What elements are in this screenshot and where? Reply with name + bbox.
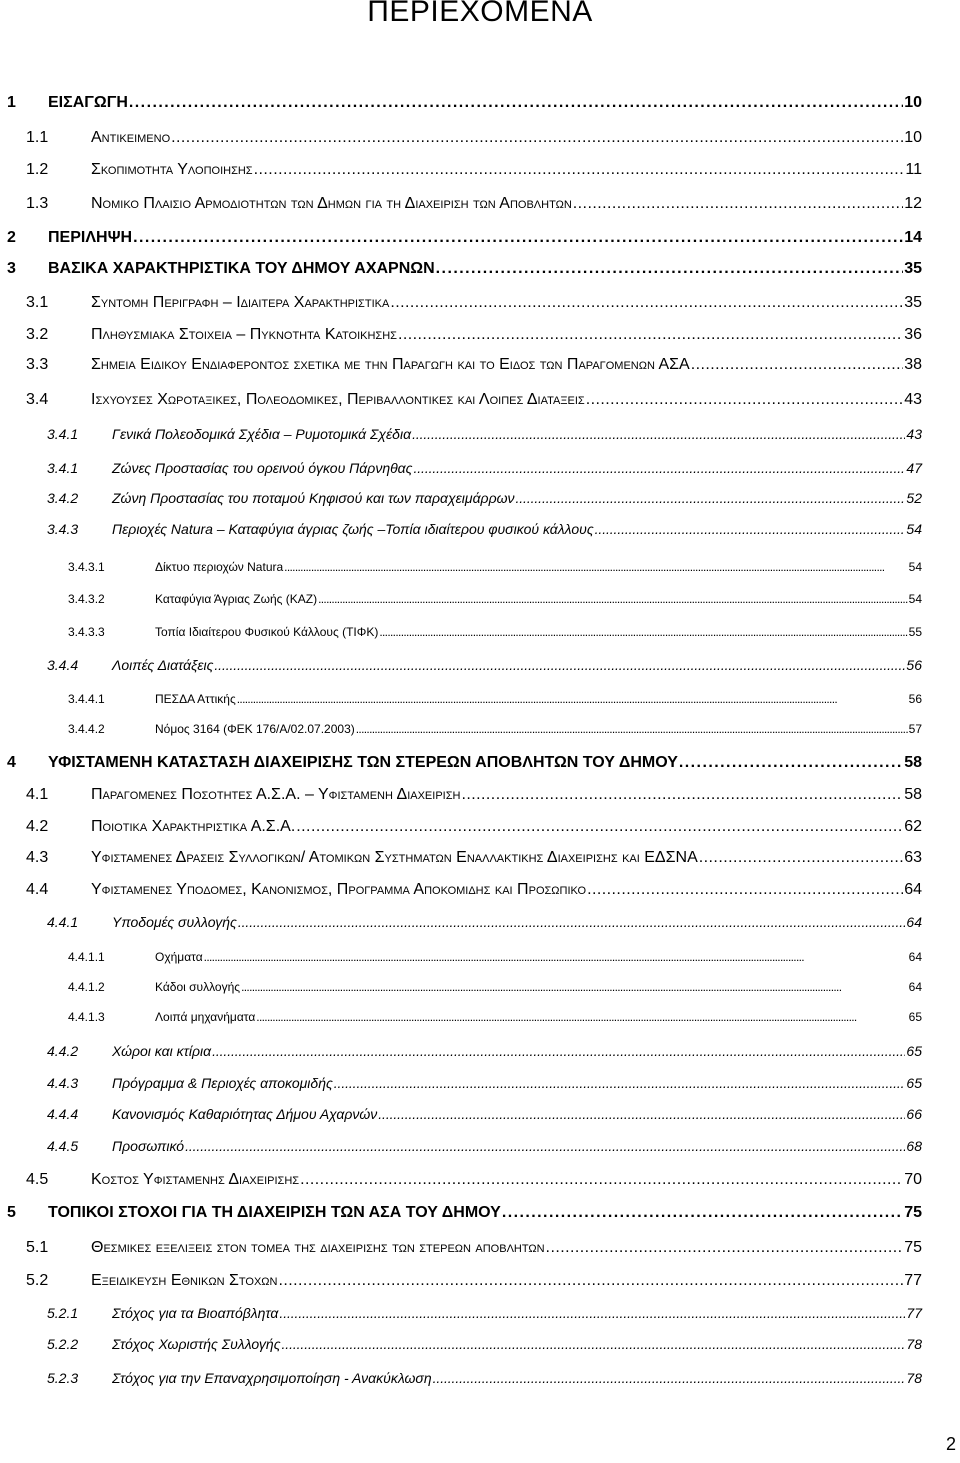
- toc-entry[interactable]: [0, 692, 960, 721]
- toc-entry[interactable]: [0, 1075, 960, 1104]
- toc-entry-page: 64: [906, 914, 922, 930]
- toc-entry-page: 78: [906, 1370, 922, 1386]
- toc-entry-page: 77: [904, 1272, 922, 1289]
- toc-entry-page: 54: [908, 592, 922, 606]
- toc-entry-page: 78: [906, 1336, 922, 1352]
- toc-entry[interactable]: [0, 657, 960, 686]
- toc-entry[interactable]: [0, 195, 960, 224]
- toc-entry-page: 35: [904, 260, 922, 277]
- dot-leader: [433, 1370, 906, 1386]
- toc-entry-label: Νομικο Πλαισιο Αρμοδιοτητων των Δημων για τη Διαχειριση των Αποβλητων: [91, 195, 572, 212]
- toc-entry[interactable]: [0, 326, 960, 355]
- toc-entry[interactable]: [0, 1239, 960, 1268]
- toc-entry-page: 58: [904, 786, 922, 803]
- toc-entry-number: 3.3: [26, 356, 49, 373]
- toc-entry-label: Λοιπά μηχανήματα: [155, 1010, 256, 1024]
- toc-entry-label: Υποδομές συλλογής: [112, 914, 237, 930]
- toc-entry-number: 4: [7, 754, 16, 771]
- toc-entry[interactable]: [0, 460, 960, 489]
- toc-entry[interactable]: [0, 129, 960, 158]
- toc-entry-number: 5.2.1: [47, 1305, 79, 1321]
- dot-leader: [379, 625, 907, 639]
- toc-entry[interactable]: [0, 161, 960, 190]
- toc-entry-page: 62: [904, 818, 922, 835]
- toc-entry-page: 14: [904, 229, 922, 246]
- toc-entry-number: 3.4.3: [47, 521, 79, 537]
- dot-leader: [278, 1272, 903, 1290]
- toc-entry[interactable]: [0, 1336, 960, 1365]
- dot-leader: [502, 1204, 903, 1222]
- toc-entry-page: 35: [904, 294, 922, 311]
- toc-entry-label: Δίκτυο περιοχών Natura: [155, 560, 284, 574]
- toc-entry-label: Τοπία Ιδιαίτερου Φυσικού Κάλλους (ΤΙΦΚ): [155, 625, 379, 639]
- toc-entry-page: 11: [905, 161, 922, 178]
- dot-leader: [214, 657, 905, 673]
- toc-entry-number: 3.4.3.2: [68, 592, 105, 606]
- toc-entry-number: 2: [7, 229, 16, 246]
- toc-entry[interactable]: [0, 1204, 960, 1233]
- toc-entry-page: 12: [904, 195, 922, 212]
- toc-entry[interactable]: [0, 260, 960, 289]
- toc-entry-number: 4.4.2: [47, 1043, 79, 1059]
- toc-entry[interactable]: [0, 294, 960, 323]
- toc-entry-label: Λοιπές Διατάξεις: [112, 657, 214, 673]
- toc-entry-number: 4.4.1.3: [68, 1010, 105, 1024]
- toc-entry-label: Αντικειμενο: [91, 129, 171, 146]
- toc-entry-label: Νόμος 3164 (ΦΕΚ 176/Α/02.07.2003): [155, 722, 355, 736]
- dot-leader: [413, 460, 905, 476]
- toc-entry-number: 3.4.4.1: [68, 692, 105, 706]
- toc-entry-page: 75: [904, 1239, 922, 1256]
- toc-entry[interactable]: [0, 722, 960, 751]
- toc-entry-label: Προσωπικό: [112, 1138, 185, 1154]
- toc-entry-page: 10: [904, 94, 922, 111]
- toc-entry-page: 63: [904, 849, 922, 866]
- dot-leader: [241, 980, 908, 994]
- dot-leader: [334, 1075, 906, 1091]
- toc-entry-label: ΤΟΠΙΚΟΙ ΣΤΟΧΟΙ ΓΙΑ ΤΗ ΔΙΑΧΕΙΡΙΣΗ ΤΩΝ ΑΣΑ ΤΟΥ ΔΗΜΟΥ: [48, 1204, 501, 1221]
- toc-entry-label: Κάδοι συλλογής: [155, 980, 241, 994]
- dot-leader: [300, 1171, 903, 1189]
- dot-leader: [171, 129, 903, 147]
- toc-entry-label: Πληθυσμιακα Στοιχεια – Πυκνοτητα Κατοικησησ: [91, 326, 397, 343]
- dot-leader: [412, 426, 905, 442]
- toc-entry-label: Γενικά Πολεοδομικά Σχέδια – Ρυμοτομικά Σχέδια: [112, 426, 412, 442]
- toc-entry-number: 4.4.3: [47, 1075, 79, 1091]
- toc-entry-label: Στόχος για τα Βιοαπόβλητα: [112, 1305, 279, 1321]
- dot-leader: [461, 786, 903, 804]
- toc-entry-page: 10: [904, 129, 922, 146]
- dot-leader: [254, 161, 905, 179]
- toc-entry-label: Συντομη Περιγραφη – Ιδιαιτερα Χαρακτηριστικα: [91, 294, 390, 311]
- toc-entry[interactable]: [0, 881, 960, 910]
- dot-leader: [390, 294, 903, 312]
- toc-entry[interactable]: [0, 818, 960, 847]
- toc-entry-page: 54: [908, 560, 922, 574]
- toc-entry-page: 55: [908, 625, 922, 639]
- toc-entry-number: 1: [7, 94, 16, 111]
- toc-entry-number: 1.2: [26, 161, 49, 178]
- toc-entry-number: 4.4.1.2: [68, 980, 105, 994]
- toc-entry[interactable]: [0, 229, 960, 258]
- toc-entry-label: ΥΦΙΣΤΑΜΕΝΗ ΚΑΤΑΣΤΑΣΗ ΔΙΑΧΕΙΡΙΣΗΣ ΤΩΝ ΣΤΕΡΕΩΝ ΑΠΟΒΛΗΤΩΝ ΤΟΥ ΔΗΜΟΥ: [48, 754, 678, 771]
- toc-entry-page: 64: [908, 950, 922, 964]
- toc-entry-page: 64: [908, 980, 922, 994]
- dot-leader: [356, 722, 908, 736]
- dot-leader: [133, 229, 903, 247]
- toc-entry-page: 43: [904, 391, 922, 408]
- toc-entry-page: 65: [906, 1075, 922, 1091]
- toc-entry-page: 56: [906, 657, 922, 673]
- toc-entry-page: 68: [906, 1138, 922, 1154]
- toc-entry-page: 56: [908, 692, 922, 706]
- toc-entry-label: Πρόγραμμα & Περιοχές αποκομιδής: [112, 1075, 333, 1091]
- toc-entry-number: 5: [7, 1204, 16, 1221]
- toc-entry-number: 4.4.5: [47, 1138, 79, 1154]
- dot-leader: [691, 356, 904, 374]
- dot-leader: [296, 818, 903, 836]
- toc-entry-label: Θεσμικεσ εξελιξεισ στον τομεα τησ διαχειρισησ των στερεων αποβλητων: [91, 1239, 545, 1256]
- toc-entry-number: 1.3: [26, 195, 49, 212]
- dot-leader: [699, 849, 903, 867]
- dot-leader: [318, 592, 908, 606]
- dot-leader: [436, 260, 904, 278]
- toc-entry-label: Παραγομενεσ Ποσοτητεσ Α.Σ.Α. – Υφισταμενη Διαχειριση: [91, 786, 461, 803]
- toc-entry-number: 3.4: [26, 391, 49, 408]
- toc-entry-number: 3.4.3.1: [68, 560, 105, 574]
- toc-entry[interactable]: [0, 980, 960, 1009]
- dot-leader: [516, 490, 906, 506]
- toc-entry-page: 65: [908, 1010, 922, 1024]
- toc-entry-page: 58: [904, 754, 922, 771]
- toc-entry[interactable]: [0, 1043, 960, 1072]
- toc-entry-number: 1.1: [26, 129, 49, 146]
- toc-entry-number: 5.1: [26, 1239, 49, 1256]
- toc-entry-label: Εξειδικευση Εθνικων Στοχων: [91, 1272, 278, 1289]
- dot-leader: [185, 1138, 905, 1154]
- toc-entry[interactable]: [0, 1138, 960, 1167]
- toc-entry-number: 4.4.1: [47, 914, 79, 930]
- toc-entry-label: Ποιοτικα Χαρακτηριστικα Α.Σ.Α.: [91, 818, 296, 835]
- toc-entry-page: 65: [906, 1043, 922, 1059]
- toc-entry-number: 4.5: [26, 1171, 49, 1188]
- toc-entry-label: Οχήματα: [155, 950, 203, 964]
- toc-entry-page: 54: [906, 521, 922, 537]
- toc-entry-number: 3.4.4.2: [68, 722, 105, 736]
- toc-entry-number: 4.3: [26, 849, 49, 866]
- toc-entry-number: 3.4.1: [47, 426, 79, 442]
- toc-entry-label: Στόχος Χωριστής Συλλογής: [112, 1336, 281, 1352]
- toc-entry[interactable]: [0, 426, 960, 455]
- toc-entry-label: ΕΙΣΑΓΩΓΗ: [48, 94, 128, 111]
- toc-entry-page: 38: [904, 356, 922, 373]
- toc-entry[interactable]: [0, 1272, 960, 1301]
- toc-entry-label: ΠΕΣΔΑ Αττικής: [155, 692, 236, 706]
- dot-leader: [238, 914, 906, 930]
- toc-entry-page: 57: [908, 722, 922, 736]
- dot-leader: [586, 391, 904, 409]
- toc-entry-label: Στόχος για την Επαναχρησιμοποίηση - Ανακύκλωση: [112, 1370, 432, 1386]
- toc-entry-label: Υφισταμενεσ Δρασεισ Συλλογικων/ Ατομικων Συστηματων Εναλλακτικησ Διαχειρισησ και ΕΔΣΝΑ: [91, 849, 698, 866]
- toc-entry-label: Σκοπιμοτητα Υλοποιησησ: [91, 161, 253, 178]
- toc-entry[interactable]: [0, 950, 960, 979]
- dot-leader: [282, 1336, 906, 1352]
- dot-leader: [284, 560, 907, 574]
- toc-entry[interactable]: [0, 625, 960, 654]
- toc-entry-label: Κοστοσ Υφισταμενησ Διαχειρισησ: [91, 1171, 300, 1188]
- toc-entry-label: Κανονισμός Καθαριότητας Δήμου Αχαρνών: [112, 1106, 378, 1122]
- toc-entry-number: 5.2.3: [47, 1370, 79, 1386]
- toc-entry-number: 3.4.3.3: [68, 625, 105, 639]
- toc-entry-number: 4.4: [26, 881, 49, 898]
- toc-entry-label: Καταφύγια Άγριας Ζωής (ΚΑΖ): [155, 592, 318, 606]
- toc-entry-page: 70: [904, 1171, 922, 1188]
- toc-entry-label: Χώροι και κτίρια: [112, 1043, 212, 1059]
- toc-entry-number: 4.1: [26, 786, 49, 803]
- toc-entry-label: Σημεια Ειδικου Ενδιαφεροντοσ σχετικα με την Παραγωγη και το Ειδοσ των Παραγομενων ΑΣΑ: [91, 356, 690, 373]
- toc-entry-page: 64: [904, 881, 922, 898]
- page-number: 2: [945, 1434, 956, 1454]
- toc-entry-page: 66: [906, 1106, 922, 1122]
- dot-leader: [587, 881, 903, 899]
- toc-entry-number: 4.4.4: [47, 1106, 79, 1122]
- toc-entry-page: 36: [904, 326, 922, 343]
- toc-entry-label: ΠΕΡΙΛΗΨΗ: [48, 229, 133, 246]
- toc-entry[interactable]: [0, 592, 960, 621]
- toc-entry-label: Υφισταμενεσ Υποδομεσ, Κανονισμοσ, Προγραμμα Αποκομιδησ και Προσωπικο: [91, 881, 587, 898]
- toc-entry-number: 4.2: [26, 818, 49, 835]
- toc-entry-number: 5.2: [26, 1272, 49, 1289]
- toc-entry[interactable]: [0, 94, 960, 123]
- toc-entry-number: 3.4.4: [47, 657, 79, 673]
- toc-entry-label: Περιοχές Natura – Καταφύγια άγριας ζωής –Τοπία ιδιαίτερου φυσικού κάλλους: [112, 521, 594, 537]
- toc-entry[interactable]: [0, 786, 960, 815]
- toc-entry-label: ΒΑΣΙΚΑ ΧΑΡΑΚΤΗΡΙΣΤΙΚΑ ΤΟΥ ΔΗΜΟΥ ΑΧΑΡΝΩΝ: [48, 260, 435, 277]
- toc-entry[interactable]: [0, 914, 960, 943]
- dot-leader: [573, 195, 903, 213]
- toc-entry[interactable]: [0, 1305, 960, 1334]
- toc-entry-page: 43: [906, 426, 922, 442]
- toc-entry[interactable]: [0, 490, 960, 519]
- toc-entry[interactable]: [0, 356, 960, 385]
- dot-leader: [237, 692, 908, 706]
- toc-entry-number: 4.4.1.1: [68, 950, 105, 964]
- dot-leader: [595, 521, 906, 537]
- dot-leader: [398, 326, 903, 344]
- toc-entry[interactable]: [0, 849, 960, 878]
- toc-entry-number: 3.4.1: [47, 460, 79, 476]
- toc-entry-number: 5.2.2: [47, 1336, 79, 1352]
- toc-entry-number: 3.4.2: [47, 490, 79, 506]
- toc-entry-number: 3: [7, 260, 16, 277]
- toc-entry[interactable]: [0, 521, 960, 550]
- toc-entry-label: Ζώνες Προστασίας του ορεινού όγκου Πάρνηθας: [112, 460, 413, 476]
- toc-entry-page: 77: [906, 1305, 922, 1321]
- dot-leader: [279, 1305, 905, 1321]
- toc-entry[interactable]: [0, 1106, 960, 1135]
- toc-entry-number: 3.1: [26, 294, 49, 311]
- toc-entry[interactable]: [0, 1171, 960, 1200]
- page-title: ΠΕΡΙΕΧΟΜΕΝΑ: [367, 0, 593, 28]
- dot-leader: [212, 1043, 905, 1059]
- dot-leader: [679, 754, 903, 772]
- toc-entry-label: Ζώνη Προστασίας του ποταμού Κηφισού και των παραχειμάρρων: [112, 490, 515, 506]
- dot-leader: [129, 94, 903, 112]
- toc-entry[interactable]: [0, 1010, 960, 1039]
- toc-entry-number: 3.2: [26, 326, 49, 343]
- toc-entry[interactable]: [0, 1370, 960, 1399]
- dot-leader: [378, 1106, 905, 1122]
- toc-entry[interactable]: [0, 754, 960, 783]
- toc-entry-label: Ισχυουσεσ Χωροταξικεσ, Πολεοδομικεσ, Περιβαλλοντικεσ και Λοιπεσ Διαταξεισ: [91, 391, 585, 408]
- toc-entry[interactable]: [0, 391, 960, 420]
- dot-leader: [546, 1239, 904, 1257]
- toc-entry-page: 75: [904, 1204, 922, 1221]
- dot-leader: [256, 1010, 907, 1024]
- toc-entry-page: 52: [906, 490, 922, 506]
- toc-entry[interactable]: [0, 560, 960, 589]
- dot-leader: [204, 950, 908, 964]
- toc-entry-page: 47: [906, 460, 922, 476]
